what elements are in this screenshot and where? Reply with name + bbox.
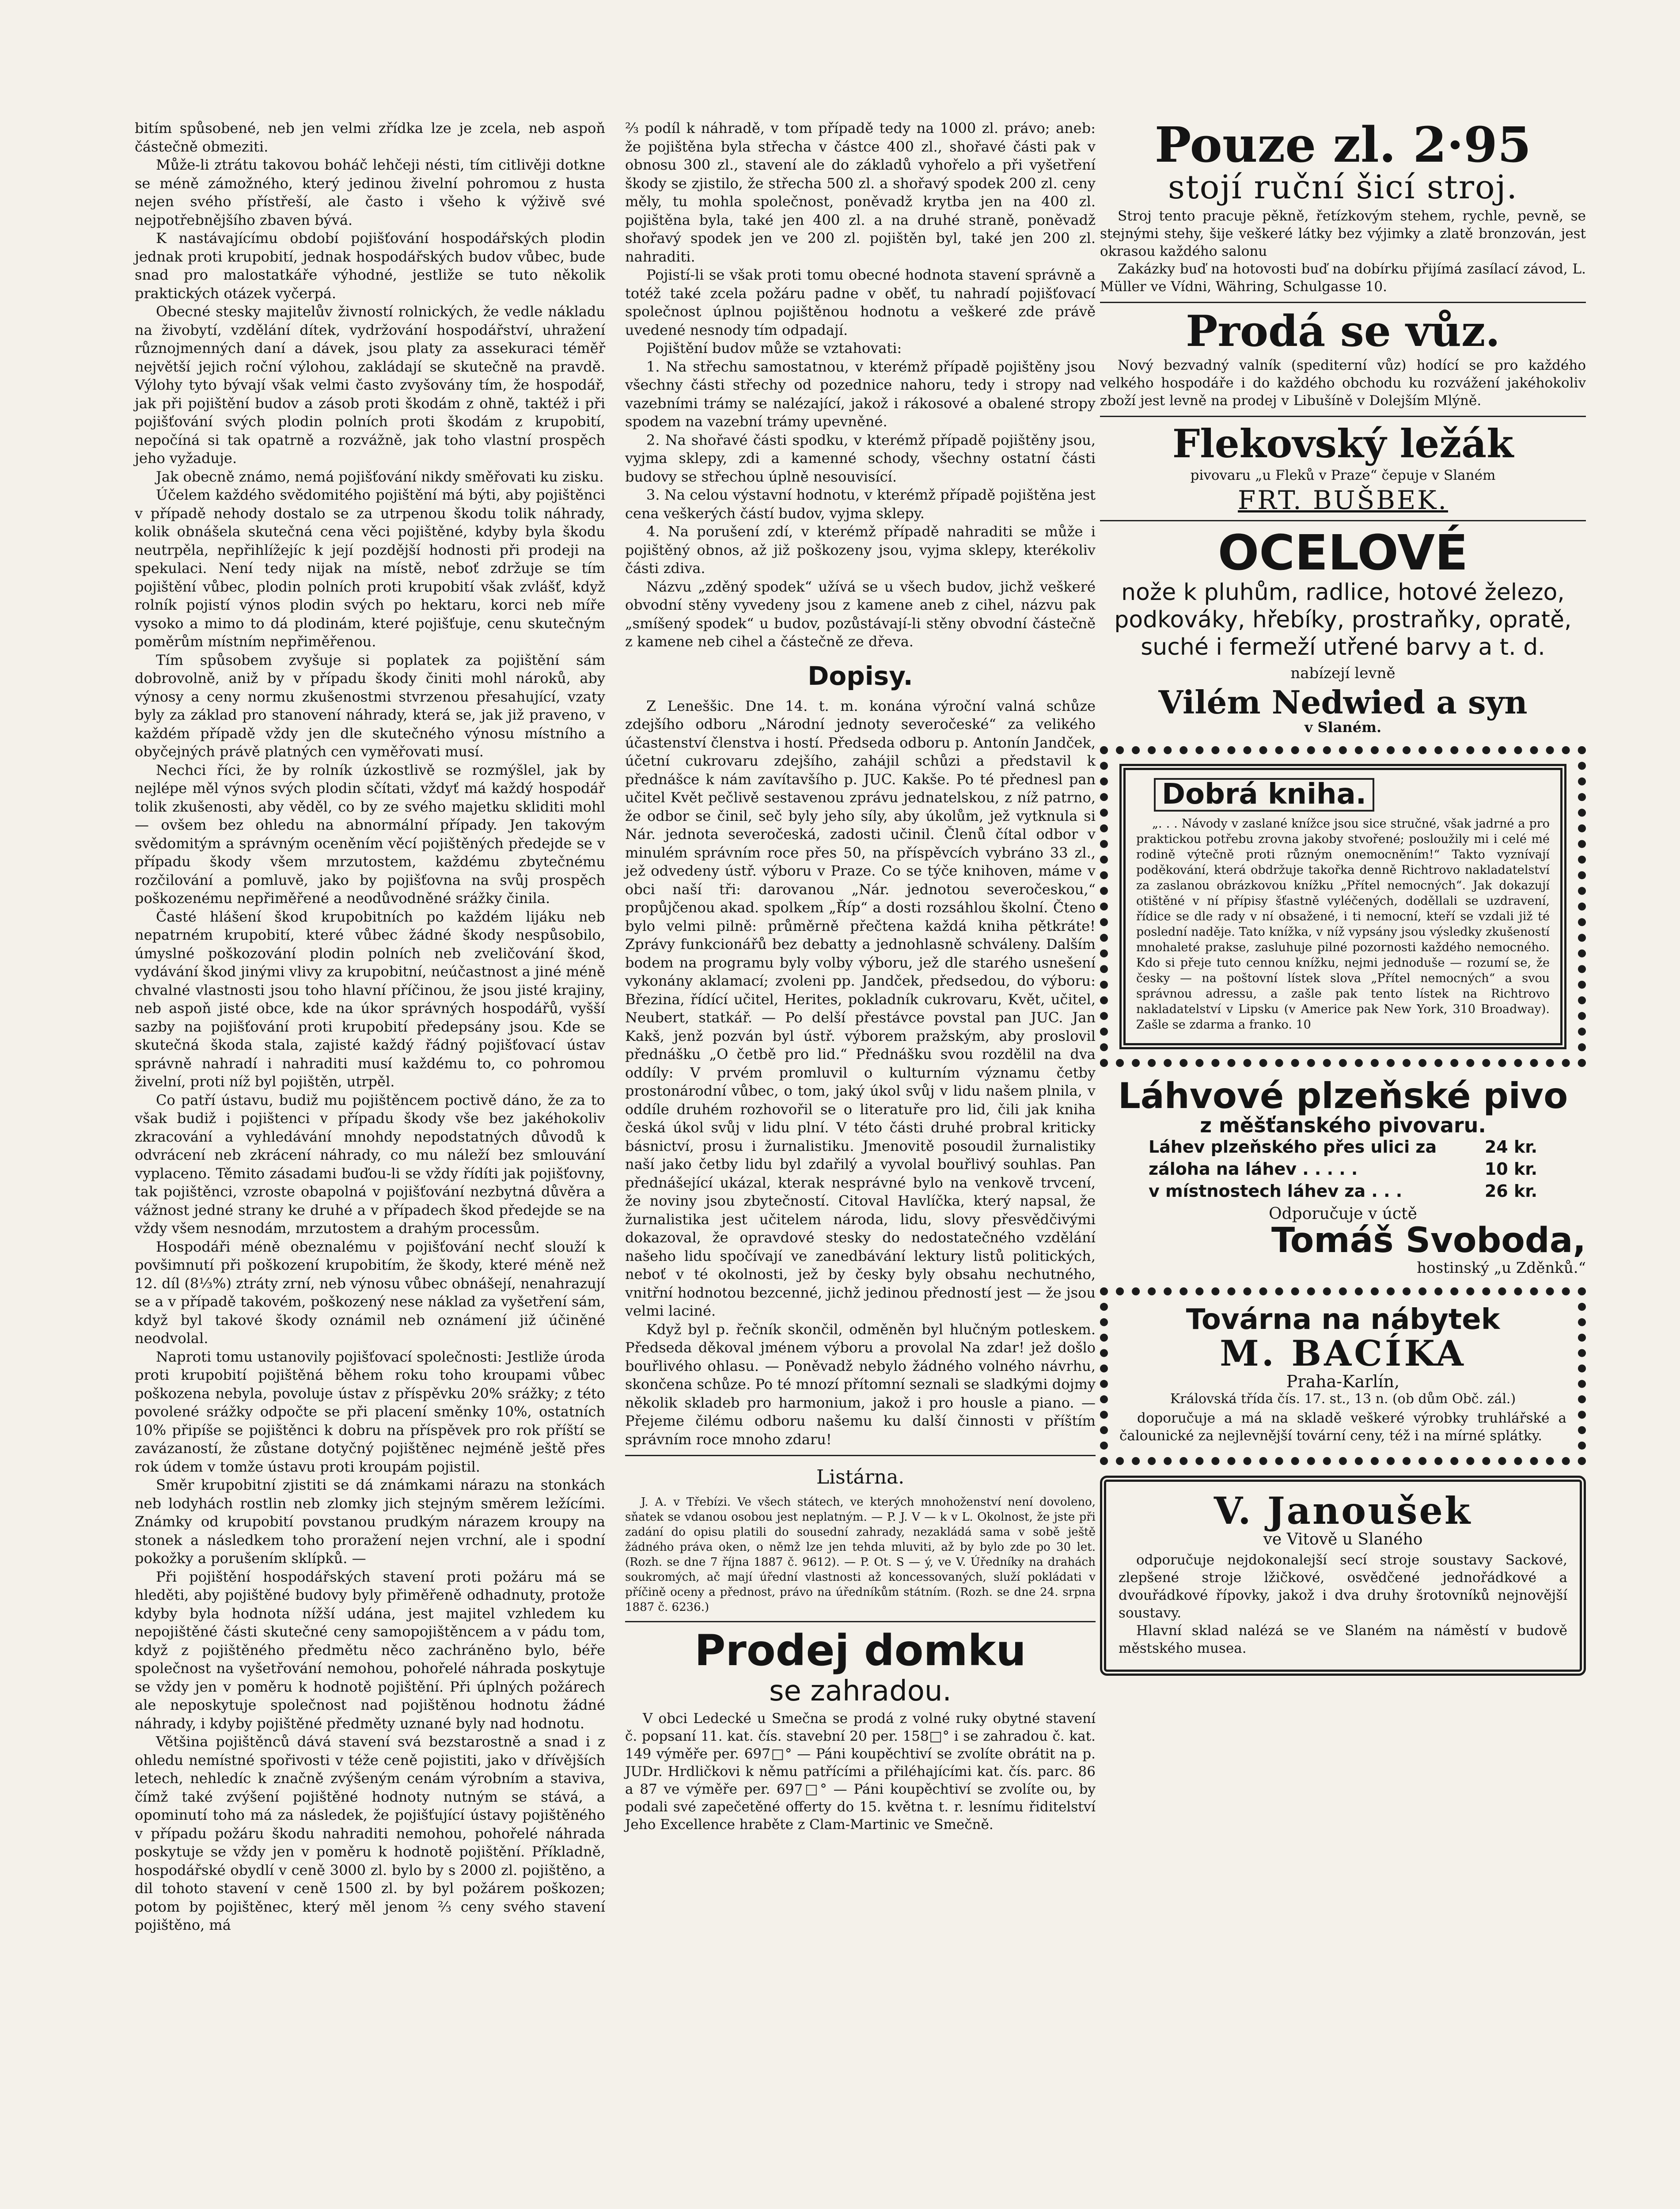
- paragraph: Pojištění budov může se vztahovati:: [646, 340, 902, 357]
- ad1-headline: Pouze zl. 2·95: [1154, 116, 1532, 173]
- listarna-title: Listárna.: [816, 1466, 905, 1488]
- ad5-headline: Dobrá kniha.: [1154, 778, 1374, 811]
- paragraph: Názvu „zděný spodek“ užívá se u všech budov, jichž veškeré obvodní stěny vyvedeny jsou z kamene aneb z cihel, názvu pak „smíšený spodek“ u budov, pozůstávají-li stěny obvodní částečně z kamene neb cihel a částečně ze dřeva.: [625, 578, 1096, 650]
- dopisy-text: [625, 697, 1096, 1449]
- prodej-ad: [625, 1628, 1096, 1833]
- paragraph: J. A. v Třebízi. Ve všech státech, ve kterých mnohoženství není dovoleno, sňatek se vdanou osobou jest neplatným. — P. J. V — k v L. Okolnost, že jste při zadání do opisu platili do sousední zahrady, nezakládá sama v sobě ještě žádného práva oken, o němž lze jen tehda mluviti, až by bylo zde po 30 let. (Rozh. se dne 7 října 1887 č. 9612). — P. Ot. S — ý, ve V. Úředníky na drahách soukromých, ač mají úřední vlastnosti až koncessovaných, služí pokládati v příčině oceny a přednost, právo na úředníkům státním. (Rozh. se dne 24. srpna 1887 č. 6236.): [625, 1495, 1096, 1614]
- ad7-address: Královská třída čís. 17. st., 13 n. (ob dům Obč. zál.): [1170, 1391, 1516, 1407]
- ad-sewing-machine: [1100, 116, 1586, 296]
- paragraph: Jak obecně známo, nemá pojišťování nikdy směřovati ku zisku.: [156, 468, 604, 485]
- price-label: Láhev plzeňského přes ulici za: [1149, 1137, 1437, 1157]
- paragraph: Nový bezvadný valník (spediterní vůz) hodící se pro každého velkého hospodáře i do každého obchodu ku rozvážení jakéhokoliv zboží jest levně na prodej v Libušíně v Dolejším Mlýně.: [1100, 357, 1586, 409]
- paragraph: 1. Na střechu samostatnou, v kterémž případě pojištěny jsou všechny části střechy od pozednice nahoru, tedy i stropy nad vazebními trámy se nalézající, jakož i rákosové a obalené stropy spodem na vazební trámy upevněné.: [625, 358, 1096, 430]
- ad-wagon: [1100, 306, 1586, 410]
- ad4-items: nože k pluhům, radlice, hotové železo, podkováky, hřebíky, prostraňky, opratě, suché i fermeží utřené barvy a t. d.: [1114, 579, 1572, 660]
- prodej-text: [625, 1710, 1096, 1833]
- column-2: [625, 119, 1096, 1836]
- paragraph: Naproti tomu ustanovily pojišťovací společnosti: Jestliže úroda proti krupobití pojištěná během roku toho kroupami vůbec poškozena nebyla, povoluje ústav z příspěvku 20% srážky; z této povolené srážky odpočte se při placení směnky 10%, ostatních 10% připíše se pojištěnci k dobru na příspěvek pro rok příští se zavázaností, že zůstane dotyčný pojištěnec nejméně ještě přes rok údem v tomže ústavu proti kroupám pojistil.: [135, 1348, 605, 1475]
- ad7-text: [1119, 1409, 1566, 1445]
- paragraph: „. . . Návody v zaslané knížce jsou sice stručné, však jadrné a pro praktickou potřebu zrovna jakoby stvořené; posloužily mi i celé mé rodině výtečně proti různým onemocněním!“ Takto vyznívají poděkování, která obdržuje takořka denně Richtrovo nakladatelství za zaslanou obrázkovou knížku „Přítel nemocných“. Jak dokazují otištěné v ní přípisy šťastně vyléčených, doděllali se uzdravení, řídice se dle rady v ní obsažené, i ti nemocní, kteří se vzdali již té poslední naděje. Tato knížka, v níž vypsány jsou výsledky zkušeností mnohaleté prakse, zasluhuje pilné pozornosti každého nemocného. Kdo si přeje tuto cennou knížku, nejmi jednoduše — rozumí se, že česky — na poštovní lístek slova „Přítel nemocných“ a svou správnou adressu, a zašle pak tento lístek na Richtrovo nakladatelství v Lipsku (v Americe pak New York, 310 Broadway). Zašle se zdarma a franko. 10: [1136, 816, 1550, 1032]
- paragraph: Když byl p. řečník skončil, odměněn byl hlučným potleskem. Předseda děkoval jménem výboru a provolal Na zdar! jež došlo bouřlivého ohlasu. — Poněvadž nebylo žádného volného návrhu, skončena schůze. Po té mnozí přítomní seznali se sladkými dojmy několik skladeb pro harmonium, jakož i pro housle a piano. — Přejeme čilému odboru našemu ku další činnosti v příštím správním roce mnoho zdaru!: [625, 1321, 1096, 1448]
- divider: [1100, 302, 1586, 303]
- paragraph: bitím spůsobené, neb jen velmi zřídka lze je zcela, neb aspoň částečně obmeziti.: [135, 120, 605, 155]
- price-row: [1149, 1136, 1537, 1158]
- paragraph: odporučuje nejdokonalejší secí stroje soustavy Sackové, zlepšené stroje lžičkové, osvědčené jednořádkové a dvouřádkové řípovky, jakož i dva druhy šrotovníků nejnovější soustavy.: [1119, 1552, 1567, 1621]
- paragraph: Účelem každého svědomitého pojištění má býti, aby pojištěnci v případě nehody dostalo se za utrpenou škodu tolik náhrady, kolik obnášela skutečná cena věci pojištěné, kdyby byla škodu neutrpěla, nepřihlížejíc k její pozdější hodnosti při prodeji na spekulaci. Není tedy nijak na místě, neboť zdržuje se tím pojištění vůbec, plodin polních proti krupobití však zvlášť, když rolník pojistí výnos plodin svých po hektaru, korci neb míře vysoko a mimo to dá plodinám, které pojišťuje, cenu skutečným poměrům místním nepřiměřenou.: [135, 486, 605, 650]
- column-2-text: [625, 119, 1096, 651]
- ad1-text: [1100, 207, 1586, 296]
- paragraph: Pojistí-li se však proti tomu obecné hodnota stavení správně a totéž také zcela požáru padne v oběť, tu nahradí pojišťovací společnost úplnou pojištěnou hodnotu a veškeré zde právě uvedené nesnody tím odpadají.: [625, 266, 1096, 338]
- price-label: záloha na láhev . . . . .: [1149, 1159, 1358, 1179]
- divider: [1100, 416, 1586, 417]
- ad1-sub: stojí ruční šicí stroj.: [1168, 168, 1518, 206]
- ad5-text: [1136, 816, 1550, 1032]
- ad7-title1: Továrna na nábytek: [1186, 1303, 1500, 1336]
- ad4-firm: Vilém Nedwied a syn: [1158, 683, 1528, 721]
- ad4-headline: OCELOVÉ: [1217, 524, 1468, 581]
- price-label: v místnostech láhev za . . .: [1149, 1181, 1403, 1201]
- ad6-name: Tomáš Svoboda,: [1271, 1220, 1586, 1260]
- prodej-subtitle: se zahradou.: [769, 1674, 952, 1708]
- paragraph: Směr krupobitní zjistiti se dá známkami nárazu na stonkách neb lodyhách rostlin neb zlomky jich stejným směrem ležícími. Známky od krupobití povstanou prudkým nárazem kroupy na stonek a následkem toho proražení nejen vrchní, ale i spodní pokožky a porušením sklípků. —: [135, 1476, 605, 1567]
- ads-column: [1100, 116, 1586, 1685]
- prodej-title: Prodej domku: [694, 1626, 1026, 1675]
- ad-beer-flek: [1100, 420, 1586, 516]
- ad8-sub: ve Vitově u Slaného: [1263, 1530, 1423, 1549]
- price-value: 10 kr.: [1484, 1159, 1537, 1179]
- divider: [1100, 520, 1586, 521]
- paragraph: Většina pojištěnců dává stavení svá bezstarostně a snad i z ohledu nemístné spořivosti v téže ceně pojistiti, jako v dřívějších letech, nehledíc k značně zvýšeným cenám výrobním a staviva, čímž také zvýšení pojištěné hodnoty nutným se stává, a opominutí toho má za následek, že pojišťující ústavy pojištěného v případu požáru škodu nahraditi nemohou, pohořelé náhrada poskytuje se vždy jen v poměru k hodnotě pojištění. Příkladně, hospodářské obydlí v ceně 3000 zl. bylo by s 2000 zl. pojištěno, a dil tohoto stavení v ceně 1500 zl. by byl požárem poškozen; potom by pojištěnec, který měl jenom ⅔ ceny svého stavení pojištěno, má: [135, 1733, 605, 1933]
- paragraph: Z Leneššic. Dne 14. t. m. konána výroční valná schůze zdejšího odboru „Národní jednoty severočeské“ za velikého účastenství členstva i hostí. Předseda odboru p. Antonín Jandček, účetní cukrovaru zdejšího, zahájil schůzi a představil k přednášce k nám zavítavšího p. JUC. Kakše. Po té přednesl pan učitel Květ pečlivě sestavenou zprávu jednatelskou, z níž patrno, že odbor se činil, seč byly jeho síly, aby úkolům, jež vytknula si Nár. jednota severočeská, zadosti učinil. Členů čítal odbor v minulém správním roce přes 50, na příspěvcích vybráno 33 zl., jež odvedeny ústř. výboru v Praze. Co se týče knihoven, máme v obci naší tři: darovanou „Nár. jednotou severočeskou,“ propůjčenou akad. spolkem „Říp“ a dosti rozsáhlou školní. Čteno bylo velmi pilně: průměrně přečtena každá kniha pětkráte! Zprávy funkcionářů bez debatty a jednohlasně schváleny. Dalším bodem na programu byly volby výboru, jež dle starého usnešení vykonány aklamací; zvoleni pp. Jandček, předsedou, do výboru: Březina, řídící učitel, Herites, pokladník cukrovaru, Květ, učitel, Neubert, statkář. — Po delší přestávce povstal pan JUC. Jan Kakš, jenž pozván byl ústř. výborem pražským, aby proslovil přednášku „O četbě pro lid.“ Přednášku svou rozdělil na dva oddíly: V prvém promluvil o kulturním významu četby prostonárodní vůbec, o tom, jaký úkol svůj v lidu našem plnila, v oddíle druhém rozhovořil se o literatuře pro lid, čili jak kniha česká úkol svůj v lidu plní. V této části druhé probral kriticky básnictví, prosu i žurnalistiku. Jmenovitě posoudil žurnalistiky naší jako četby lidu byl zdařilý a vyvolal bouřlivý souhlas. Pan přednášející ukázal, kterak nesprávné bylo na venkově trvcení, že noviny jsou zbytečností. Citoval Havlíčka, který napsal, že žurnalistika jest učitelem národa, lidu, slovy přesvědčivými dokazoval, že opravdové stesky do nedostatečného vzdělání našeho lidu spočívají ve zanedbávání lektury listů politických, neboť v té okolnosti, jež by česky byly obsahu nechutného, vnitřní hodnotou bezcenné, jichž jedinou předností jest — že jsou velmi laciné.: [625, 697, 1096, 1319]
- price-value: 26 kr.: [1484, 1181, 1537, 1201]
- ad6-role: hostinský „u Zděnků.“: [1417, 1259, 1586, 1277]
- ad8-text: [1119, 1551, 1567, 1657]
- ad7-place: Praha-Karlín,: [1286, 1371, 1400, 1391]
- paragraph: Časté hlášení škod krupobitních po každém lijáku neb nepatrném krupobití, které vůbec žádné škody nespůsobilo, úmyslné poškozování plodin polních neb zveličování škod, vydávání škod jinými vlivy za krupobitní, neúčastnost a jiné méně chvalné vlastnosti jsou toho hlavní příčinou, že jsou jisté krajiny, neb aspoň jisté obce, kde na úkor správných hospodářů, vyšší sazby na pojišťování proti krupobití předepsány jsou. Kde se skutečná škoda stala, zajisté každý řádný pojišťovací ústav správně nahradí i nahraditi musí každému to, co pohromou živelní, proti níž byl pojištěn, utrpěl.: [135, 908, 605, 1090]
- price-list: [1149, 1136, 1537, 1202]
- paragraph: 4. Na porušení zdí, v kterémž případě nahraditi se může i pojištěný obnos, až již poškozeny jsou, vyjma sklepy, kterékoliv části zdiva.: [625, 523, 1096, 577]
- paragraph: Při pojištění hospodářských stavení proti požáru má se hleděti, aby pojištěné budovy byly přiměřeně odhadnuty, protože kdyby byla hodnota nížší udána, jest majitel vzhledem ku nepojištěné části skutečné ceny samopojištěncem a v pádu tom, když z pojištěného předmětu něco zachráněno bylo, béře společnost na vyšetřování nemohou, pohořelé náhrada poskytuje se vždy jen v poměru k hodnotě pojištění. Při úplných požárech ale neposkytuje společnost nad pojištěnou hodnotu žádné náhrady, i kdyby pojištěné předměty uznané byly nad hodnotu.: [135, 1568, 605, 1732]
- paragraph: V obci Ledecké u Smečna se prodá z volné ruky obytné stavení č. popsaní 11. kat. čís. stavební 20 per. 158□° i se zahradou č. kat. 149 výměře per. 697□° — Páni koupěchtiví se zvolíte obrátit na p. JUDr. Hrdličkovi k němu patřícími a přiléhajícími kat. čís. parc. 86 a 87 ve výměře per. 697□° — Páni koupěchtiví se zvolíte ou, by podali své zapečetěné offerty do 15. května t. r. lesnímu řiditelství Jeho Excellence hraběte z Clam-Martinic ve Smečně.: [625, 1710, 1096, 1833]
- ad3-headline: Flekovský ležák: [1172, 420, 1514, 467]
- listarna-text: [625, 1495, 1096, 1615]
- price-value: 24 kr.: [1484, 1137, 1537, 1157]
- ad-pilsner: [1100, 1075, 1586, 1277]
- column-1-text: [135, 119, 605, 1935]
- price-row: [1149, 1180, 1537, 1202]
- ad6-headline: Láhvové plzeňské pivo: [1118, 1075, 1568, 1116]
- ad-steel: [1100, 524, 1586, 736]
- paragraph: doporučuje a má na skladě veškeré výrobky truhlářské a čalounické za nejlevnější tovární ceny, též i na mírné splátky.: [1119, 1410, 1566, 1444]
- ad7-title2: M. BACÍKA: [1220, 1332, 1466, 1374]
- paragraph: Obecné stesky majitelův živností rolnických, že vedle nákladu na živobytí, vzdělání dítek, vydržování hospodářství, uhražení různojmenných daní a dávek, jsou platy za assekuraci téměř největší jejich roční výlohou, zakládají se skutečně na pravdě. Výlohy tyto bývají však velmi často zvyšovány tím, že hospodář, jak při pojištění budov a zásob proti škodám z ohně, taktéž i při pojišťování svých plodin polních proti škodám z krupobití, nepočíná si tak opatrně a rozvážně, jak toho vlastní prospěch jeho vyžaduje.: [135, 303, 605, 467]
- paragraph: Nechci říci, že by rolník úzkostlivě se rozmýšlel, jak by nejlépe měl výnos svých plodin sčítati, vždyť má každý hospodář tolik zkušenosti, aby věděl, co by ze svého majetku skliditi mohl — ovšem bez ohledu na abnormální případy. Jen takovým svědomitým a správným oceněním věcí pojištěných předejde se v případu škody všem mrzutostem, každému zbytečnému rozčilování a pomluvě, jako by pojišťovna na svůj prospěch poškozenému nepřiměřené a neodůvodněné srážky činila.: [135, 761, 605, 907]
- ad3-name: FRT. BUŠBEK.: [1238, 485, 1448, 516]
- paragraph: 2. Na shořavé části spodku, v kterémž případě pojištěny jsou, vyjma sklepy, zdi a kamenné schody, všechny ostatní části budovy se střechou úplně nesouvisící.: [625, 431, 1096, 485]
- divider: [625, 1621, 1096, 1622]
- ad2-text: [1100, 357, 1586, 410]
- ad-good-book: [1100, 746, 1586, 1067]
- ad6-sub: z měšťanského pivovaru.: [1200, 1113, 1486, 1137]
- paragraph: K nastávajícímu období pojišťování hospodářských plodin jednak proti krupobití, jednak hospodářských budov vůbec, bude snad pro malostatkáře výhodné, jestliže se tuto několik praktických otázek vyčerpá.: [135, 230, 605, 302]
- ad3-text: pivovaru „u Fleků v Praze“ čepuje v Slaném: [1190, 467, 1496, 484]
- ad-furniture: [1100, 1287, 1586, 1465]
- ad-janousek: [1100, 1476, 1586, 1676]
- paragraph: Hospodáři méně obeznalému v pojišťování nechť slouží k povšimnutí při poškození krupobitím, že škody, které méně než 12. díl (8⅓%) ztráty zrní, neb výnosu vůbec obnášejí, nenahrazují se a v případě takovém, poškozený nese náklad za vyšetření sám, když byl takové škody oznámil neb oznámení již účiněné neodvolal.: [135, 1238, 605, 1347]
- ad6-recommend: Odporučuje v úctě: [1269, 1204, 1417, 1223]
- paragraph: ⅔ podíl k náhradě, v tom případě tedy na 1000 zl. právo; aneb: že pojištěna byla střecha v částce 400 zl., shořavé části pak v obnosu 300 zl., stavení ale do základů vyhořelo a při vyšetření škody se zjistilo, že střecha 500 zl. a shořavý spodek 200 zl. ceny měly, tu mohla společnost, poněvadž krytba jen na 400 zl. pojištěna byla, také jen 400 zl. a na druhé straně, poněvadž shořavý spodek jen ve 200 zl. pojištěn byl, také jen 200 zl. nahraditi.: [625, 120, 1096, 265]
- paragraph: Stroj tento pracuje pěkně, řetízkovým stehem, rychle, pevně, se stejnými stehy, šije veškeré látky bez výjimky a zlatě bronzován, jest okrasou každého salonu: [1100, 208, 1586, 260]
- paragraph: Tím spůsobem zvyšuje si poplatek za pojištění sám dobrovolně, aniž by v případu škody činiti mohl nároků, aby výnosy a ceny normu zkušenostmi stvrzenou přesahující, vzaty byly za základ pro stanovení náhrady, která se, jak již praveno, v každém případě vždy jen dle skutečného výnosu místního a obyčejných právě platných cen vyměřovati musí.: [135, 651, 605, 760]
- ad8-headline: V. Janoušek: [1214, 1488, 1472, 1533]
- price-row: [1149, 1158, 1537, 1180]
- book-frame: [1119, 764, 1566, 1049]
- paragraph: Co patří ústavu, budiž mu pojištěncem poctivě dáno, že za to však budiž i pojištenci v případu škody vše bez jakéhokoliv zkracování a vyhledávání mnohdy nepodstatných důvodů k odvrácení neb zkrácení náhrady, co mu náleží bez smlouvání vyplaceno. Těmito zásadami buďou-li se vždy řídíti jak pojišťovny, tak pojištěnci, vzroste obapolná v pojišťování nezbytná důvěra a vážnost jedné strany ke druhé a v případech škod předejde se na vždy všem nesnodám, mrzutostem a drahým processům.: [135, 1091, 605, 1237]
- paragraph: Může-li ztrátu takovou boháč lehčeji nésti, tím citlivěji dotkne se méně zámožného, který jedinou živelní pohromou z husta nejen svého přístřeší, ale často i všeho k výživě své nejpotřebnějšího zbaven bývá.: [135, 156, 605, 228]
- paragraph: Hlavní sklad nalézá se ve Slaném na náměstí v budově městského musea.: [1119, 1623, 1567, 1657]
- column-1: [135, 119, 605, 1935]
- ad2-headline: Prodá se vůz.: [1186, 306, 1500, 357]
- ad4-offer: nabízejí levně: [1290, 664, 1396, 682]
- paragraph: 3. Na celou výstavní hodnotu, v kterémž případě pojištěna jest cena veškerých částí budov, vyjma sklepy.: [625, 486, 1096, 522]
- divider: [625, 1455, 1096, 1456]
- dopisy-title: Dopisy.: [808, 660, 913, 691]
- paragraph: Zakázky buď na hotovosti buď na dobírku přijímá zasílací závod, L. Müller ve Vídni, Währing, Schulgasse 10.: [1100, 261, 1586, 295]
- ad4-place: v Slaném.: [1304, 719, 1382, 736]
